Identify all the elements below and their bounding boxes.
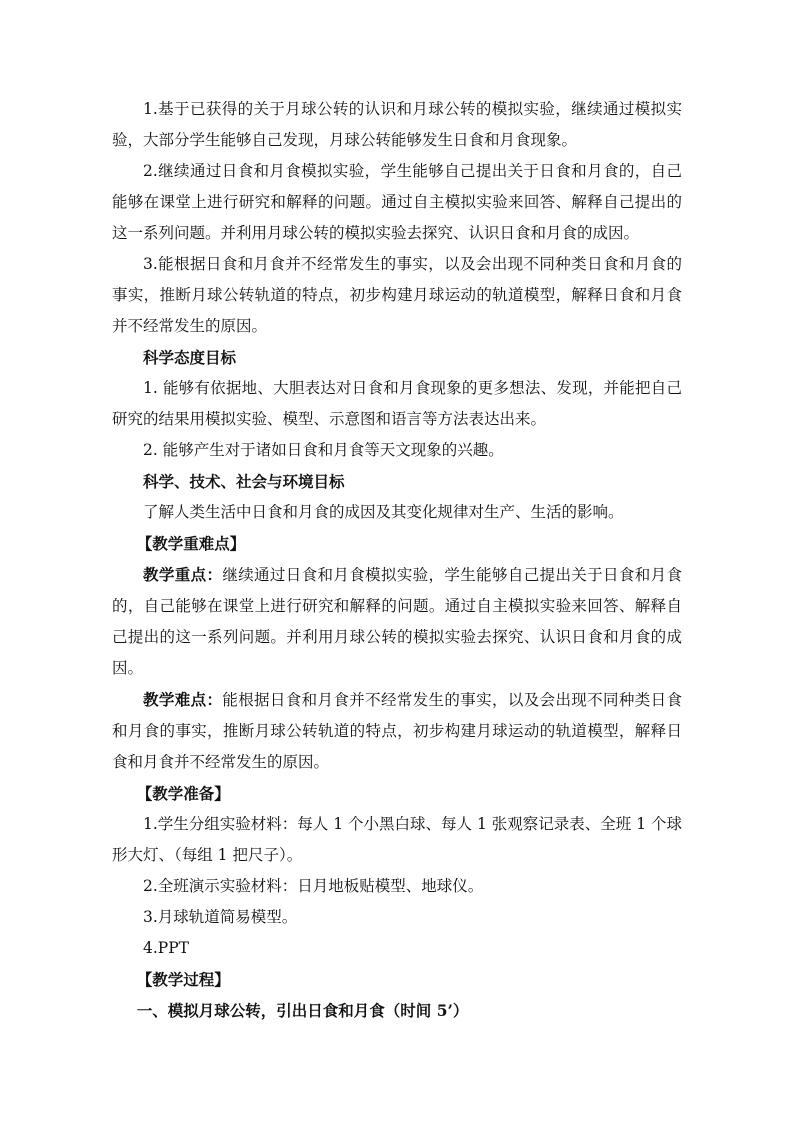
preparation-item-2: 2.全班演示实验材料：日月地板贴模型、地球仪。 xyxy=(143,877,484,895)
attitude-heading: 科学态度目标 xyxy=(143,348,237,367)
objective-paragraph-2: 2.继续通过日食和月食模拟实验，学生能够自己提出关于日食和月食的，自己能够在课堂上进行研究和解释的问题。通过自主模拟实验来回答、解释自己提出的这一系列问题。并利用月球公转的模拟实验去探究、认识日食和月食的成因。 xyxy=(112,162,682,242)
attitude-item-1: 1. 能够有依据地、大胆表达对日食和月食现象的更多想法、发现，并能把自己研究的结果用模拟实验、模型、示意图和语言等方法表达出来。 xyxy=(112,379,682,428)
objective-paragraph-3: 3.能根据日食和月食并不经常发生的事实，以及会出现不同种类日食和月食的事实，推断月球公转轨道的特点，初步构建月球运动的轨道模型，解释日食和月食并不经常发生的原因。 xyxy=(112,255,682,335)
teaching-focus-paragraph xyxy=(112,559,682,684)
document-body xyxy=(112,94,682,1026)
teaching-difficulty-label: 教学难点： xyxy=(143,690,223,709)
preparation-item-4: 4.PPT xyxy=(143,939,189,957)
preparation-item-3: 3.月球轨道简易模型。 xyxy=(143,908,298,926)
process-heading: 【教学过程】 xyxy=(136,970,230,989)
teaching-focus-label: 教学重点： xyxy=(143,565,223,584)
preparation-item-1: 1.学生分组实验材料：每人 1 个小黑白球、每人 1 张观察记录表、全班 1 个球形大灯、（每组 1 把尺子）。 xyxy=(112,815,682,864)
teaching-focus-text: 继续通过日食和月食模拟实验，学生能够自己提出关于日食和月食的，自己能够在课堂上进行研究和解释的问题。通过自主模拟实验来回答、解释自己提出的这一系列问题。并利用月球公转的模拟实验去探究、认识日食和月食的成因。 xyxy=(112,566,682,677)
attitude-item-2: 2. 能够产生对于诸如日食和月食等天文现象的兴趣。 xyxy=(143,441,504,459)
preparation-heading: 【教学准备】 xyxy=(136,784,230,803)
teaching-difficulty-paragraph xyxy=(112,684,682,778)
process-section-1: 一、模拟月球公转，引出日食和月食（时间 5’） xyxy=(136,1001,469,1020)
objective-paragraph-1: 1.基于已获得的关于月球公转的认识和月球公转的模拟实验，继续通过模拟实验，大部分学生能够自己发现，月球公转能够发生日食和月食现象。 xyxy=(112,100,682,149)
society-heading: 科学、技术、社会与环境目标 xyxy=(143,472,345,491)
teaching-difficulty-text: 能根据日食和月食并不经常发生的事实，以及会出现不同种类日食和月食的事实，推断月球公转轨道的特点，初步构建月球运动的轨道模型，解释日食和月食并不经常发生的原因。 xyxy=(112,691,682,771)
society-text: 了解人类生活中日食和月食的成因及其变化规律对生产、生活的影响。 xyxy=(143,503,624,521)
key-points-heading: 【教学重难点】 xyxy=(136,534,246,553)
